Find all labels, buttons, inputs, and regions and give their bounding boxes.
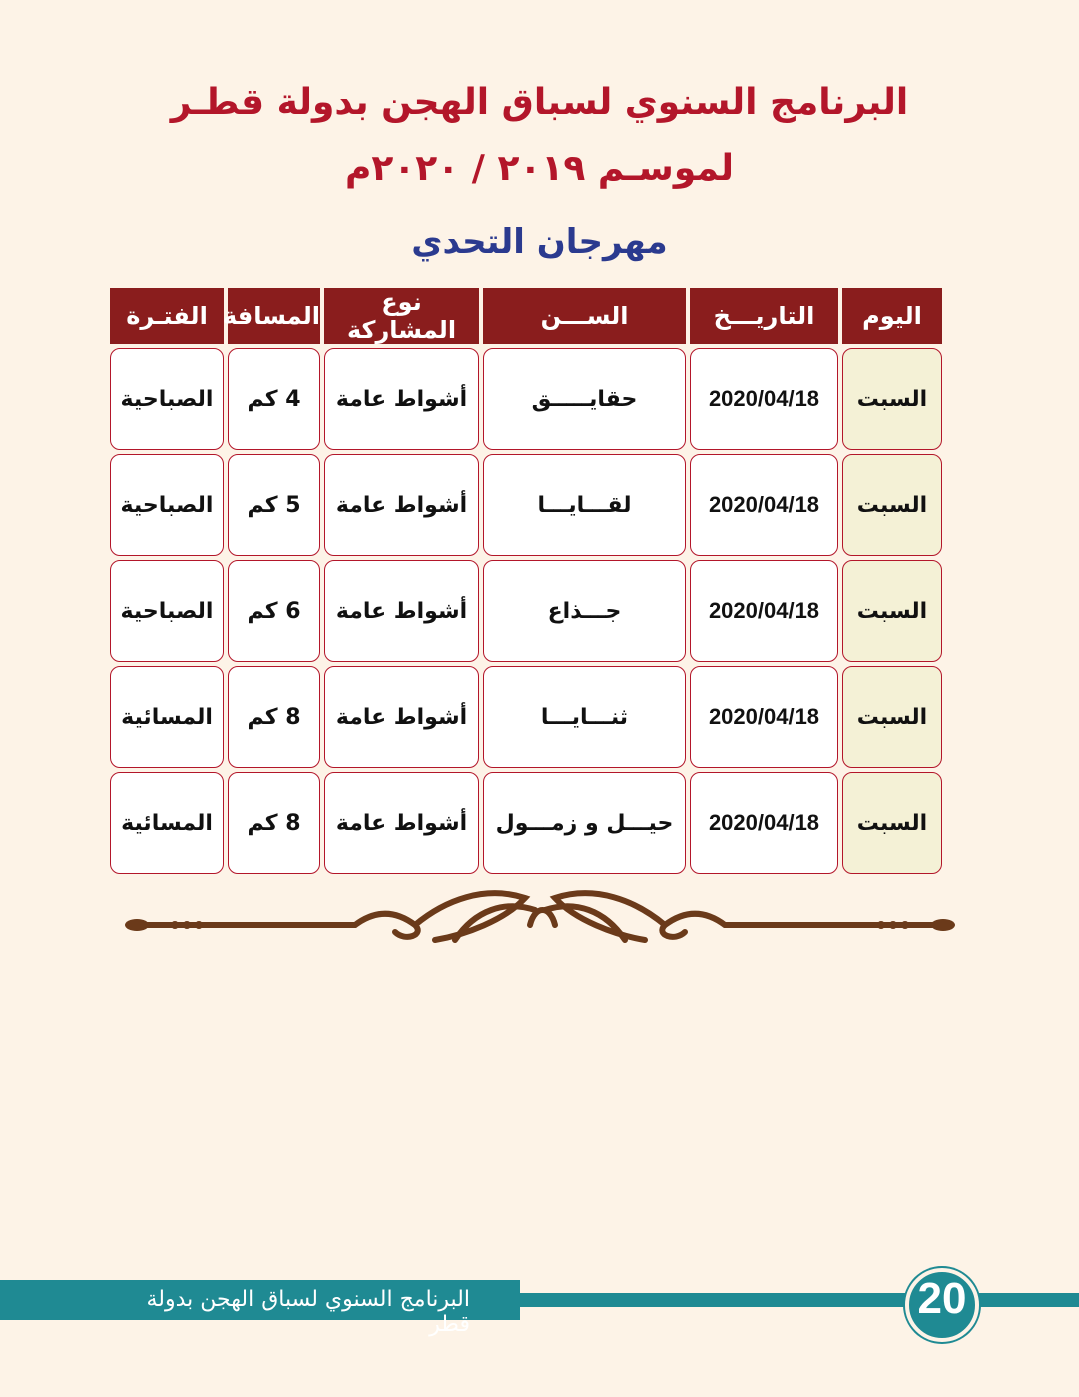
cell-day: السبت (842, 666, 942, 768)
cell-day: السبت (842, 772, 942, 874)
cell-age: حيـــل و زمـــول (483, 772, 686, 874)
cell-date: 2020/04/18 (690, 454, 838, 556)
cell-date: 2020/04/18 (690, 666, 838, 768)
table-row (110, 560, 942, 662)
cell-day: السبت (842, 454, 942, 556)
header-day: اليوم (842, 288, 942, 344)
cell-date: 2020/04/18 (690, 772, 838, 874)
header-date: التاريـــخ (690, 288, 838, 344)
season-title: لموسـم ٢٠١٩ / ٢٠٢٠م (344, 148, 735, 189)
table-row (110, 666, 942, 768)
cell-age: ثنـــايـــا (483, 666, 686, 768)
cell-participation-type: أشواط عامة (324, 666, 479, 768)
cell-participation-type: أشواط عامة (324, 772, 479, 874)
cell-participation-type: أشواط عامة (324, 560, 479, 662)
cell-distance: 6 كم (228, 560, 320, 662)
cell-participation-type: أشواط عامة (324, 454, 479, 556)
festival-title: مهرجان التحدي (411, 222, 668, 262)
cell-period: الصباحية (110, 560, 224, 662)
table-header-row (110, 288, 942, 344)
decorative-divider-icon (125, 880, 955, 970)
table-row (110, 454, 942, 556)
cell-period: الصباحية (110, 348, 224, 450)
footer-line (520, 1293, 1079, 1307)
table-row (110, 772, 942, 874)
page-title: البرنامج السنوي لسباق الهجن بدولة قطـر (170, 82, 909, 123)
cell-date: 2020/04/18 (690, 348, 838, 450)
cell-day: السبت (842, 348, 942, 450)
schedule-table (106, 284, 946, 878)
header-participation-type: نوع المشاركة (324, 288, 479, 344)
cell-day: السبت (842, 560, 942, 662)
cell-distance: 4 كم (228, 348, 320, 450)
page-number: 20 (917, 1274, 967, 1323)
footer-title: البرنامج السنوي لسباق الهجن بدولة قطر (146, 1287, 470, 1337)
header-distance: المسافة (228, 288, 320, 344)
cell-date: 2020/04/18 (690, 560, 838, 662)
cell-age: جـــذاع (483, 560, 686, 662)
cell-period: الصباحية (110, 454, 224, 556)
cell-age: حقايـــــق (483, 348, 686, 450)
cell-distance: 8 كم (228, 772, 320, 874)
table-row (110, 348, 942, 450)
header-period: الفتـرة (110, 288, 224, 344)
cell-participation-type: أشواط عامة (324, 348, 479, 450)
cell-period: المسائية (110, 666, 224, 768)
cell-distance: 5 كم (228, 454, 320, 556)
header-age: الســـن (483, 288, 686, 344)
cell-distance: 8 كم (228, 666, 320, 768)
cell-age: لقـــايـــا (483, 454, 686, 556)
cell-period: المسائية (110, 772, 224, 874)
